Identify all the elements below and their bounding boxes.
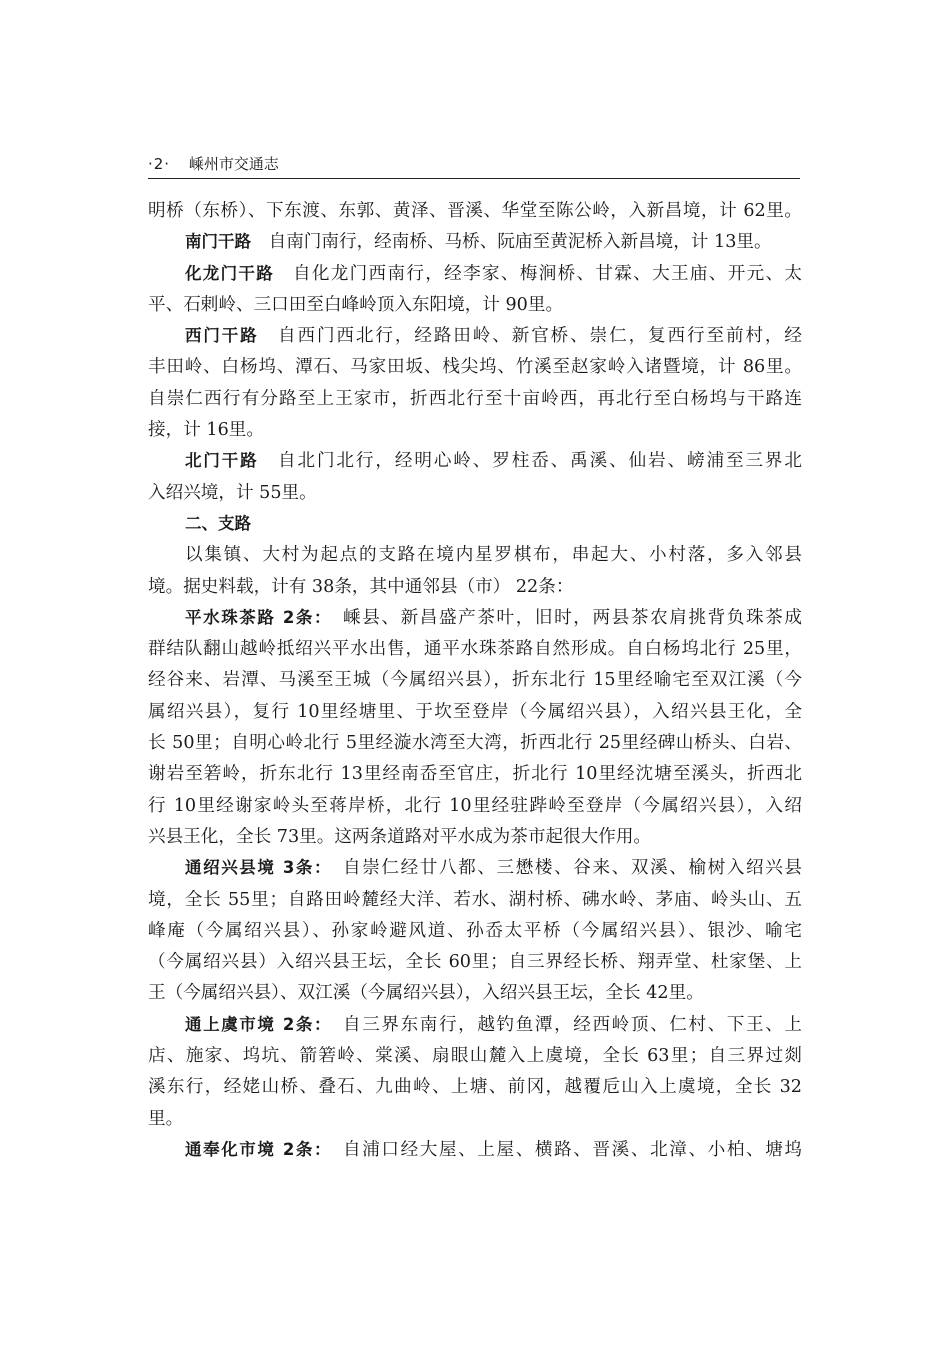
- text-line: [148, 320, 802, 351]
- text-line: [148, 539, 802, 570]
- section-heading: 北门干路: [185, 451, 259, 471]
- line-text: 境，全长 55里；自路田岭麓经大洋、若水、湖村桥、砩水岭、茅庙、岭头山、五: [148, 889, 802, 910]
- text-line: [148, 289, 802, 320]
- line-text: 接，计 16里。: [148, 420, 264, 441]
- text-line: [148, 821, 802, 852]
- text-line: [148, 884, 802, 915]
- text-line: [148, 195, 802, 226]
- text-line: [148, 758, 802, 789]
- text-line: [148, 508, 802, 539]
- line-text: 群结队翻山越岭抵绍兴平水出售，通平水珠茶路自然形成。自白杨坞北行 25里，: [148, 639, 802, 660]
- text-line: [148, 414, 802, 445]
- line-text: 峰庵（今属绍兴县）、孙家岭避风道、孙岙太平桥（今属绍兴县）、银沙、喻宅: [148, 920, 802, 941]
- line-text: 嵊县、新昌盛产茶叶，旧时，两县茶农肩挑背负珠茶成: [323, 607, 802, 628]
- section-heading: 通上虞市境 2条：: [185, 1014, 324, 1034]
- line-text: 自北门北行，经明心岭、罗柱岙、禹溪、仙岩、嵭浦至三界北: [258, 451, 802, 472]
- text-line: [148, 1134, 802, 1165]
- text-line: [148, 258, 802, 289]
- line-text: 店、施家、坞坑、箭箬岭、棠溪、扇眼山麓入上虞境，全长 63里；自三界过剡: [148, 1046, 802, 1067]
- line-text: 长 50里；自明心岭北行 5里经漩水湾至大湾，折西北行 25里经碑山桥头、白岩、: [148, 733, 802, 754]
- line-text: 谢岩至箬岭，折东北行 13里经南岙至官庄，折北行 10里经沈塘至溪头，折西北: [148, 764, 802, 785]
- line-text: 兴县王化，全长 73里。这两条道路对平水成为茶市起很大作用。: [148, 826, 652, 847]
- text-line: [148, 915, 802, 946]
- book-title: 嵊州市交通志: [188, 155, 279, 173]
- text-line: [148, 946, 802, 977]
- text-line: [148, 852, 802, 883]
- section-heading: 平水珠茶路 2条：: [185, 607, 324, 627]
- line-text: 境。据史料载，计有 38条，其中通邻县（市） 22条：: [148, 576, 574, 597]
- text-line: [148, 226, 802, 257]
- text-line: [148, 1040, 802, 1071]
- text-line: [148, 602, 802, 633]
- text-line: [148, 571, 802, 602]
- running-header: [148, 150, 800, 179]
- line-text: 溪东行，经姥山桥、叠石、九曲岭、上塘、前冈，越覆卮山入上虞境，全长 32: [148, 1077, 802, 1098]
- line-text: 自崇仁经廿八都、三懋楼、谷来、双溪、榆树入绍兴县: [323, 858, 802, 879]
- text-line: [148, 383, 802, 414]
- line-text: 入绍兴境，计 55里。: [148, 482, 317, 503]
- line-text: 自西门西北行，经路田岭、新官桥、崇仁，复西行至前村，经: [258, 326, 802, 347]
- text-line: [148, 664, 802, 695]
- line-text: 自化龙门西南行，经李家、梅涧桥、甘霖、大王庙、开元、太: [274, 263, 802, 284]
- text-line: [148, 633, 802, 664]
- line-text: 丰田岭、白杨坞、潭石、马家田坂、栈尖坞、竹溪至赵家岭入诸暨境，计 86里。: [148, 357, 802, 378]
- text-line: [148, 351, 802, 382]
- page-number: ·2·: [148, 155, 171, 173]
- text-line: [148, 1103, 802, 1134]
- line-text: 自崇仁西行有分路至上王家市，折西北行至十亩岭西，再北行至白杨坞与干路连: [148, 388, 802, 409]
- section-heading: 化龙门干路: [185, 263, 275, 283]
- text-line: [148, 696, 802, 727]
- line-text: （今属绍兴县）入绍兴县王坛，全长 60里；自三界经长桥、翔弄堂、杜家堡、上: [148, 952, 802, 973]
- text-line: [148, 790, 802, 821]
- text-line: [148, 477, 802, 508]
- section-heading: 通绍兴县境 3条：: [185, 858, 324, 878]
- line-text: 明桥（东桥）、下东渡、东郭、黄泽、晋溪、华堂至陈公岭，入新昌境，计 62里。: [148, 201, 802, 221]
- line-text: 经谷来、岩潭、马溪至王城（今属绍兴县），折东北行 15里经喻宅至双江溪（今: [148, 670, 802, 691]
- text-line: [148, 1071, 802, 1102]
- section-heading: 通奉化市境 2条：: [185, 1139, 324, 1159]
- line-text: 属绍兴县），复行 10里经塘里、于坎至登岸（今属绍兴县），入绍兴县王化，全: [148, 701, 802, 722]
- section-heading: 南门干路: [185, 232, 251, 252]
- line-text: 自三界东南行，越钓鱼潭，经西岭顶、仁村、下王、上: [323, 1014, 802, 1035]
- line-text: 王（今属绍兴县）、双江溪（今属绍兴县），入绍兴县王坛，全长 42里。: [148, 983, 704, 1004]
- body-text: [148, 195, 802, 1165]
- line-text: 自南门南行，经南桥、马桥、阮庙至黄泥桥入新昌境，计 13里。: [251, 232, 772, 253]
- line-text: 平、石剌岭、三口田至白峰岭顶入东阳境，计 90里。: [148, 294, 564, 315]
- line-text: 以集镇、大村为起点的支路在境内星罗棋布，串起大、小村落，多入邻县: [185, 545, 802, 566]
- text-line: [148, 1009, 802, 1040]
- line-text: 里。: [148, 1108, 184, 1129]
- section-heading: 二、支路: [185, 513, 251, 533]
- line-text: 自浦口经大屋、上屋、横路、晋溪、北漳、小柏、塘坞: [323, 1139, 802, 1160]
- text-line: [148, 727, 802, 758]
- line-text: 行 10里经谢家岭头至蒋岸桥，北行 10里经驻跸岭至登岸（今属绍兴县），入绍: [148, 795, 802, 816]
- section-heading: 西门干路: [185, 326, 259, 346]
- text-line: [148, 445, 802, 476]
- text-line: [148, 977, 802, 1008]
